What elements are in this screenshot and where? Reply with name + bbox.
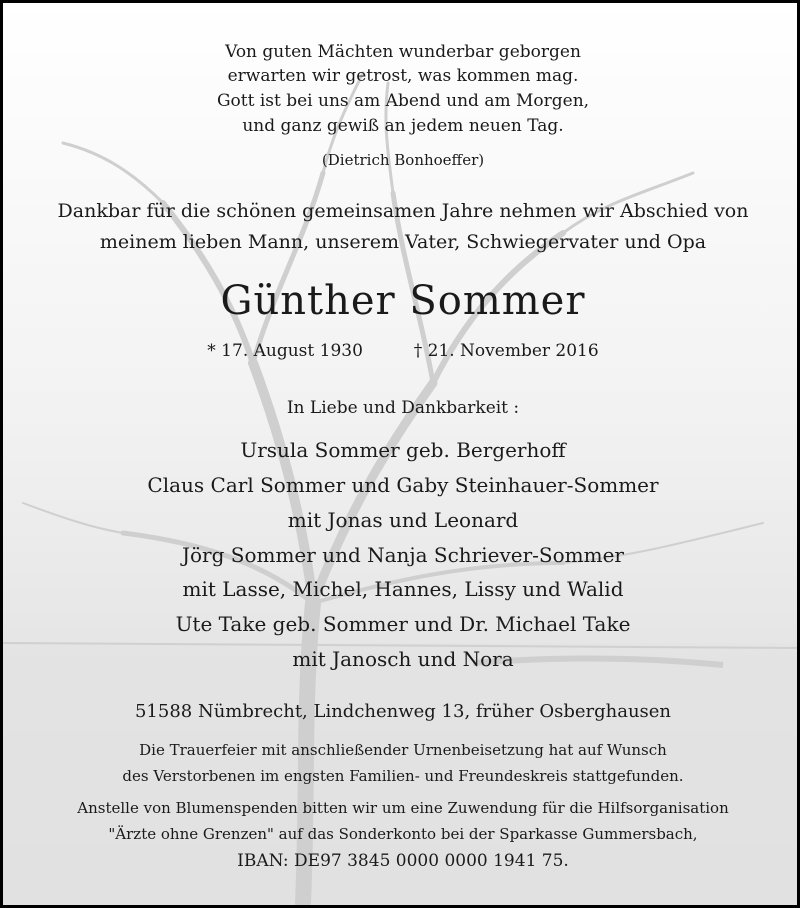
- donation-iban: IBAN: DE97 3845 0000 0000 1941 75.: [237, 851, 569, 871]
- deceased-name: Günther Sommer: [220, 278, 586, 324]
- life-dates: [3, 341, 800, 361]
- donation-info-line-2: "Ärzte ohne Grenzen" auf das Sonderkonto bei der Sparkasse Gummersbach,: [108, 825, 698, 843]
- family-line-5: mit Lasse, Michel, Hannes, Lissy und Walid: [182, 577, 624, 601]
- family-line-6: Ute Take geb. Sommer und Dr. Michael Take: [175, 612, 631, 636]
- poem-line-3: Gott ist bei uns am Abend und am Morgen,: [216, 91, 590, 111]
- poem-author: (Dietrich Bonhoeffer): [321, 151, 485, 169]
- poem-line-2: erwarten wir getrost, was kommen mag.: [227, 66, 579, 86]
- intro-line-2: meinem lieben Mann, unserem Vater, Schwiegervater und Opa: [99, 231, 707, 253]
- intro-line-1: Dankbar für die schönen gemeinsamen Jahre nehmen wir Abschied von: [57, 200, 749, 222]
- family-line-3: mit Jonas und Leonard: [287, 508, 519, 532]
- thanks-line: In Liebe und Dankbarkeit :: [286, 398, 520, 418]
- obituary-content: [3, 3, 800, 908]
- funeral-info-line-1: Die Trauerfeier mit anschließender Urnenbeisetzung hat auf Wunsch: [139, 741, 667, 759]
- address: 51588 Nümbrecht, Lindchenweg 13, früher Osberghausen: [134, 701, 672, 722]
- family-line-4: Jörg Sommer und Nanja Schriever-Sommer: [181, 543, 624, 567]
- poem-line-1: Von guten Mächten wunderbar geborgen: [225, 42, 581, 62]
- funeral-info-line-2: des Verstorbenen im engsten Familien- und Freundeskreis stattgefunden.: [122, 767, 684, 785]
- poem-line-4: und ganz gewiß an jedem neuen Tag.: [242, 116, 564, 136]
- family-line-2: Claus Carl Sommer und Gaby Steinhauer-Sommer: [147, 473, 659, 497]
- family-line-7: mit Janosch und Nora: [292, 647, 514, 671]
- birth-date: * 17. August 1930: [207, 341, 363, 361]
- family-line-1: Ursula Sommer geb. Bergerhoff: [240, 438, 566, 462]
- donation-info-line-1: Anstelle von Blumenspenden bitten wir um eine Zuwendung für die Hilfsorganisation: [77, 799, 729, 817]
- death-date: † 21. November 2016: [413, 341, 599, 361]
